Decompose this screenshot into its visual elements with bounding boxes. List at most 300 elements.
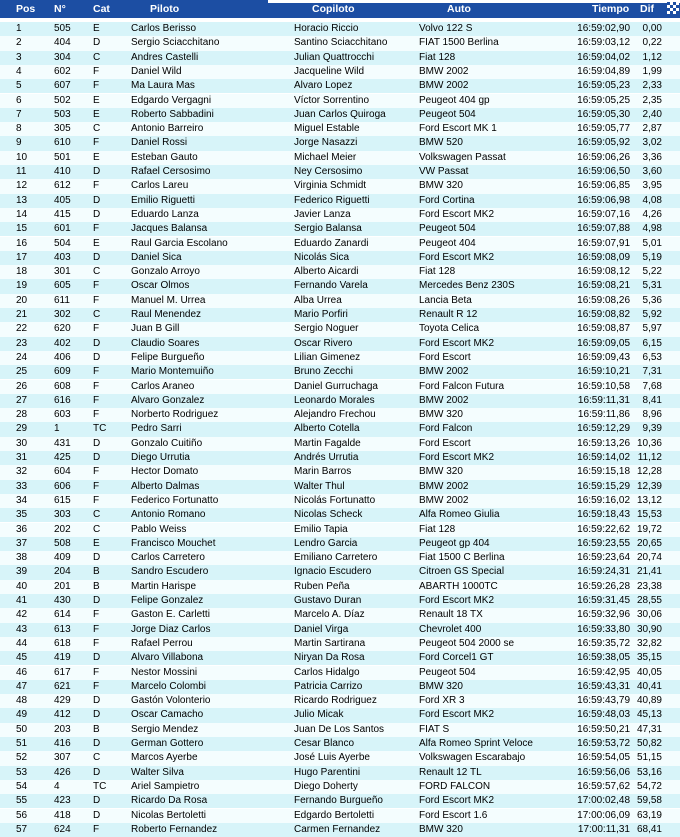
cell-category: E	[93, 23, 100, 34]
cell-category: F	[93, 223, 100, 235]
cell-category: D	[93, 37, 101, 49]
cell-piloto: Roberto Sabbadini	[131, 108, 214, 120]
table-row	[0, 565, 680, 579]
cell-number: 618	[54, 637, 71, 649]
cell-dif: 15,53	[636, 509, 662, 521]
table-row	[0, 465, 680, 479]
table-row	[0, 651, 680, 665]
cell-number: 307	[54, 752, 71, 764]
table-row	[0, 380, 680, 394]
cell-tiempo: 16:59:05,23	[577, 80, 630, 92]
cell-category: C	[93, 51, 101, 63]
table-row	[0, 422, 680, 436]
table-row	[0, 208, 680, 222]
cell-tiempo: 16:59:08,26	[577, 294, 630, 306]
cell-dif: 50,82	[636, 738, 662, 749]
cell-number: 204	[54, 566, 71, 578]
cell-tiempo: 16:59:08,82	[577, 309, 630, 320]
cell-piloto: Mario Montemuiño	[131, 366, 214, 378]
cell-piloto: Marcelo Colombi	[131, 680, 207, 692]
cell-piloto: Federico Fortunatto	[131, 494, 219, 506]
cell-copiloto: Edgardo Bertoletti	[294, 809, 375, 821]
table-row	[0, 394, 680, 408]
cell-dif: 30,90	[636, 623, 662, 635]
cell-number: 624	[54, 823, 71, 835]
cell-piloto: Nestor Mossini	[131, 666, 198, 678]
cell-tiempo: 16:59:38,05	[577, 652, 630, 664]
table-row	[0, 551, 680, 565]
cell-tiempo: 16:59:22,62	[577, 523, 630, 535]
cell-tiempo: 16:59:15,18	[577, 466, 630, 478]
cell-piloto: Carlos Berisso	[131, 23, 197, 34]
cell-pos: 36	[16, 523, 28, 535]
cell-tiempo: 16:59:24,31	[577, 566, 630, 578]
cell-number: 615	[54, 494, 71, 506]
cell-tiempo: 16:59:09,43	[577, 351, 630, 363]
cell-copiloto: Cesar Blanco	[294, 738, 355, 749]
cell-dif: 5,36	[642, 294, 662, 306]
cell-piloto: Carlos Araneo	[131, 380, 195, 392]
cell-category: E	[93, 537, 100, 549]
cell-category: F	[93, 80, 100, 92]
cell-auto: BMW 520	[419, 137, 463, 149]
cell-auto: Volkswagen Escarabajo	[419, 752, 526, 764]
cell-number: 501	[54, 151, 71, 163]
cell-pos: 6	[16, 94, 22, 106]
cell-number: 604	[54, 466, 71, 478]
cell-pos: 41	[16, 595, 28, 606]
cell-category: E	[93, 94, 100, 106]
checkered-flag-icon	[667, 2, 679, 14]
cell-tiempo: 16:59:07,88	[577, 223, 630, 235]
cell-dif: 3,60	[642, 166, 662, 177]
cell-auto: Peugeot gp 404	[419, 537, 490, 549]
cell-category: F	[93, 480, 100, 492]
cell-copiloto: Miguel Estable	[294, 123, 360, 135]
cell-number: 4	[54, 780, 60, 792]
cell-number: 423	[54, 795, 71, 807]
cell-category: TC	[93, 780, 107, 792]
cell-category: B	[93, 580, 100, 592]
cell-auto: Renault 18 TX	[419, 609, 483, 621]
cell-tiempo: 16:59:06,50	[577, 166, 630, 177]
cell-category: D	[93, 652, 101, 664]
cell-auto: Ford Escort MK2	[419, 709, 495, 721]
table-row	[0, 22, 680, 36]
cell-pos: 45	[16, 652, 28, 664]
cell-copiloto: Santino Sciacchitano	[294, 37, 388, 49]
cell-tiempo: 16:59:13,26	[577, 437, 630, 449]
cell-pos: 30	[16, 437, 28, 449]
cell-auto: FIAT S	[419, 723, 450, 735]
cell-tiempo: 16:59:05,30	[577, 108, 630, 120]
cell-pos: 51	[16, 738, 28, 749]
cell-dif: 1,99	[642, 65, 662, 77]
cell-tiempo: 16:59:23,55	[577, 537, 630, 549]
table-row	[0, 279, 680, 293]
table-row	[0, 708, 680, 722]
cell-number: 613	[54, 623, 71, 635]
cell-copiloto: Niryan Da Rosa	[294, 652, 365, 664]
cell-category: D	[93, 337, 101, 349]
cell-piloto: Jacques Balansa	[131, 223, 208, 235]
cell-dif: 3,95	[642, 180, 662, 192]
cell-auto: Ford Cortina	[419, 194, 475, 206]
cell-auto: Peugeot 404 gp	[419, 94, 490, 106]
cell-dif: 9,39	[642, 423, 662, 435]
cell-pos: 35	[16, 509, 28, 521]
cell-copiloto: Nicolás Fortunatto	[294, 494, 376, 506]
cell-auto: Citroen GS Special	[419, 566, 505, 578]
cell-pos: 40	[16, 580, 28, 592]
cell-number: 203	[54, 723, 71, 735]
table-row	[0, 723, 680, 737]
cell-copiloto: Lilian Gimenez	[294, 351, 361, 363]
cell-pos: 15	[16, 223, 28, 235]
cell-copiloto: Eduardo Zanardi	[294, 237, 369, 249]
cell-pos: 24	[16, 351, 28, 363]
cell-tiempo: 16:59:57,62	[577, 780, 630, 792]
cell-copiloto: Michael Meier	[294, 151, 357, 163]
cell-copiloto: Marin Barros	[294, 466, 352, 478]
cell-copiloto: Andrés Urrutia	[294, 452, 359, 463]
cell-auto: BMW 2002	[419, 494, 469, 506]
cell-auto: Peugeot 504	[419, 108, 476, 120]
cell-auto: Alfa Romeo Giulia	[419, 509, 500, 521]
cell-tiempo: 16:59:06,98	[577, 194, 630, 206]
cell-number: 430	[54, 595, 71, 606]
cell-pos: 23	[16, 337, 28, 349]
cell-piloto: Andres Castelli	[131, 51, 199, 63]
cell-copiloto: Javier Lanza	[294, 208, 351, 220]
cell-piloto: Juan B Gill	[131, 323, 180, 335]
cell-pos: 1	[16, 23, 22, 34]
cell-pos: 14	[16, 208, 28, 220]
cell-pos: 31	[16, 452, 28, 463]
cell-number: 621	[54, 680, 71, 692]
cell-dif: 12,28	[636, 466, 662, 478]
cell-dif: 21,41	[636, 566, 662, 578]
table-row	[0, 337, 680, 351]
cell-number: 608	[54, 380, 71, 392]
cell-category: C	[93, 123, 101, 135]
cell-dif: 1,12	[642, 51, 662, 63]
cell-pos: 39	[16, 566, 28, 578]
cell-dif: 11,12	[637, 452, 662, 463]
cell-category: F	[93, 666, 100, 678]
cell-piloto: Jorge Diaz Carlos	[131, 623, 211, 635]
cell-copiloto: Gustavo Duran	[294, 595, 362, 606]
cell-piloto: Edgardo Vergagni	[131, 94, 212, 106]
cell-auto: Chevrolet 400	[419, 623, 482, 635]
cell-piloto: Walter Silva	[131, 766, 184, 778]
cell-copiloto: Bruno Zecchi	[294, 366, 353, 378]
cell-copiloto: Alejandro Frechou	[294, 409, 376, 421]
cell-auto: BMW 2002	[419, 80, 469, 92]
cell-dif: 23,38	[636, 580, 662, 592]
cell-tiempo: 16:59:31,45	[577, 595, 630, 606]
cell-piloto: Emilio Riguetti	[131, 194, 195, 206]
cell-auto: ABARTH 1000TC	[419, 580, 498, 592]
cell-pos: 55	[16, 795, 28, 807]
cell-auto: Ford Escort	[419, 437, 471, 449]
table-row	[0, 308, 680, 322]
cell-number: 418	[54, 809, 71, 821]
cell-category: F	[93, 623, 100, 635]
table-row	[0, 265, 680, 279]
cell-piloto: Antonio Romano	[131, 509, 206, 521]
cell-number: 301	[54, 266, 71, 278]
cell-category: F	[93, 466, 100, 478]
cell-tiempo: 16:59:04,02	[577, 51, 630, 63]
cell-copiloto: Leonardo Morales	[294, 394, 375, 406]
cell-tiempo: 16:59:07,16	[577, 208, 630, 220]
cell-number: 403	[54, 251, 71, 263]
cell-auto: Volvo 122 S	[419, 23, 473, 34]
cell-number: 505	[54, 23, 71, 34]
cell-category: C	[93, 309, 101, 320]
cell-copiloto: Julian Quattrocchi	[294, 51, 375, 63]
table-row	[0, 480, 680, 494]
cell-tiempo: 16:59:08,12	[577, 266, 630, 278]
cell-piloto: Pedro Sarri	[131, 423, 182, 435]
cell-dif: 4,26	[642, 208, 662, 220]
cell-tiempo: 16:59:11,31	[577, 394, 630, 406]
header-auto: Auto	[447, 3, 471, 15]
cell-auto: Fiat 128	[419, 266, 456, 278]
cell-auto: Alfa Romeo Sprint Veloce	[419, 738, 533, 749]
cell-auto: BMW 2002	[419, 65, 469, 77]
cell-category: D	[93, 452, 101, 463]
cell-dif: 8,96	[642, 409, 662, 421]
table-row	[0, 809, 680, 823]
cell-pos: 52	[16, 752, 28, 764]
cell-pos: 13	[16, 194, 28, 206]
cell-number: 610	[54, 137, 71, 149]
cell-pos: 48	[16, 695, 28, 707]
cell-tiempo: 16:59:23,64	[577, 552, 630, 564]
cell-tiempo: 16:59:04,89	[577, 65, 630, 77]
cell-auto: Ford Escort MK2	[419, 452, 495, 463]
cell-auto: BMW 320	[419, 180, 463, 192]
cell-tiempo: 16:59:32,96	[577, 609, 630, 621]
cell-piloto: Antonio Barreiro	[131, 123, 204, 135]
cell-copiloto: Alvaro Lopez	[294, 80, 353, 92]
cell-category: D	[93, 595, 101, 606]
cell-copiloto: Fernando Varela	[294, 280, 368, 292]
cell-copiloto: Patricia Carrizo	[294, 680, 363, 692]
cell-category: C	[93, 509, 101, 521]
cell-dif: 4,08	[642, 194, 662, 206]
table-row	[0, 165, 680, 179]
cell-number: 303	[54, 509, 71, 521]
cell-auto: Ford Corcel1 GT	[419, 652, 494, 664]
cell-copiloto: Alberto Aicardi	[294, 266, 359, 278]
cell-tiempo: 16:59:16,02	[577, 494, 630, 506]
cell-piloto: Roberto Fernandez	[131, 823, 218, 835]
table-row	[0, 151, 680, 165]
cell-auto: FORD FALCON	[419, 780, 491, 792]
cell-pos: 25	[16, 366, 28, 378]
cell-dif: 45,13	[636, 709, 662, 721]
cell-copiloto: Ney Cersosimo	[294, 166, 363, 177]
cell-number: 409	[54, 552, 71, 564]
cell-tiempo: 16:59:11,86	[577, 409, 630, 421]
cell-pos: 26	[16, 380, 28, 392]
table-row	[0, 408, 680, 422]
cell-piloto: Pablo Weiss	[131, 523, 187, 535]
cell-pos: 44	[16, 637, 28, 649]
cell-category: B	[93, 566, 100, 578]
cell-tiempo: 16:59:15,29	[577, 480, 630, 492]
cell-dif: 7,68	[642, 380, 662, 392]
cell-number: 419	[54, 652, 71, 664]
cell-pos: 34	[16, 494, 28, 506]
cell-category: F	[93, 380, 100, 392]
cell-dif: 5,01	[642, 237, 662, 249]
cell-auto: Fiat 128	[419, 523, 456, 535]
cell-piloto: Gonzalo Cuitiño	[131, 437, 203, 449]
cell-dif: 20,74	[636, 552, 662, 564]
cell-pos: 22	[16, 323, 28, 335]
cell-dif: 7,31	[642, 366, 662, 378]
cell-piloto: Alvaro Gonzalez	[131, 394, 205, 406]
cell-piloto: Eduardo Lanza	[131, 208, 199, 220]
cell-piloto: Carlos Carretero	[131, 552, 205, 564]
cell-auto: Ford Escort MK2	[419, 251, 495, 263]
cell-category: D	[93, 166, 101, 177]
table-row	[0, 365, 680, 379]
table-row	[0, 594, 680, 608]
cell-number: 504	[54, 237, 71, 249]
cell-category: E	[93, 151, 100, 163]
cell-number: 404	[54, 37, 71, 49]
table-row	[0, 51, 680, 65]
cell-number: 609	[54, 366, 71, 378]
cell-dif: 5,31	[642, 280, 662, 292]
cell-category: F	[93, 137, 100, 149]
cell-auto: BMW 320	[419, 680, 463, 692]
cell-copiloto: Emilio Tapia	[294, 523, 348, 535]
cell-number: 405	[54, 194, 71, 206]
cell-tiempo: 16:59:53,72	[577, 738, 630, 749]
cell-dif: 0,22	[642, 37, 662, 49]
cell-auto: Ford Escort MK 1	[419, 123, 497, 135]
cell-copiloto: Daniel Virga	[294, 623, 349, 635]
cell-number: 429	[54, 695, 71, 707]
cell-piloto: Rafael Perrou	[131, 637, 193, 649]
cell-category: F	[93, 609, 100, 621]
cell-number: 202	[54, 523, 71, 535]
cell-copiloto: Virginia Schmidt	[294, 180, 367, 192]
cell-pos: 7	[16, 108, 22, 120]
cell-tiempo: 16:59:08,87	[577, 323, 630, 335]
table-row	[0, 194, 680, 208]
cell-tiempo: 16:59:42,95	[577, 666, 630, 678]
cell-auto: Ford Falcon Futura	[419, 380, 505, 392]
cell-tiempo: 16:59:06,26	[577, 151, 630, 163]
cell-category: F	[93, 65, 100, 77]
cell-number: 425	[54, 452, 71, 463]
cell-copiloto: Alberto Cotella	[294, 423, 360, 435]
cell-copiloto: Federico Riguetti	[294, 194, 370, 206]
cell-piloto: Sergio Mendez	[131, 723, 199, 735]
cell-number: 620	[54, 323, 71, 335]
cell-dif: 5,19	[642, 251, 662, 263]
cell-number: 406	[54, 351, 71, 363]
cell-piloto: Sergio Sciacchitano	[131, 37, 220, 49]
cell-auto: BMW 2002	[419, 480, 469, 492]
cell-piloto: Manuel M. Urrea	[131, 294, 206, 306]
cell-auto: Lancia Beta	[419, 294, 472, 306]
cell-copiloto: Horacio Riccio	[294, 23, 359, 34]
table-row	[0, 737, 680, 751]
cell-tiempo: 16:59:54,05	[577, 752, 630, 764]
cell-category: F	[93, 294, 100, 306]
cell-piloto: Rafael Cersosimo	[131, 166, 211, 177]
cell-pos: 32	[16, 466, 28, 478]
cell-auto: BMW 320	[419, 409, 463, 421]
cell-category: F	[93, 180, 100, 192]
cell-auto: BMW 320	[419, 466, 463, 478]
table-row	[0, 351, 680, 365]
cell-dif: 19,72	[636, 523, 662, 535]
cell-number: 302	[54, 309, 71, 320]
cell-dif: 12,39	[636, 480, 662, 492]
cell-copiloto: Ruben Peña	[294, 580, 350, 592]
cell-piloto: Oscar Camacho	[131, 709, 204, 721]
cell-dif: 0,00	[642, 23, 662, 34]
cell-tiempo: 16:59:09,05	[577, 337, 630, 349]
cell-pos: 2	[16, 37, 22, 49]
cell-number: 201	[54, 580, 71, 592]
cell-dif: 2,33	[642, 80, 662, 92]
cell-dif: 4,98	[642, 223, 662, 235]
cell-dif: 32,82	[636, 637, 662, 649]
table-row	[0, 823, 680, 837]
cell-tiempo: 16:59:50,21	[577, 723, 630, 735]
cell-auto: Ford Escort 1.6	[419, 809, 488, 821]
cell-pos: 9	[16, 137, 22, 149]
cell-piloto: Alvaro Villabona	[131, 652, 204, 664]
cell-number: 305	[54, 123, 71, 135]
cell-auto: Ford Escort MK2	[419, 337, 495, 349]
cell-copiloto: Víctor Sorrentino	[294, 94, 370, 106]
cell-dif: 5,97	[642, 323, 662, 335]
table-row	[0, 766, 680, 780]
cell-tiempo: 16:59:14,02	[577, 452, 630, 463]
header-pos: Pos	[16, 3, 36, 15]
table-row	[0, 94, 680, 108]
table-row	[0, 437, 680, 451]
table-row	[0, 237, 680, 251]
cell-piloto: Diego Urrutia	[131, 452, 190, 463]
cell-dif: 68,41	[636, 823, 662, 835]
cell-copiloto: Sergio Noguer	[294, 323, 359, 335]
cell-number: 617	[54, 666, 71, 678]
cell-category: F	[93, 637, 100, 649]
cell-auto: Toyota Celica	[419, 323, 480, 335]
cell-number: 601	[54, 223, 71, 235]
cell-piloto: Martin Harispe	[131, 580, 197, 592]
table-row	[0, 537, 680, 551]
cell-category: F	[93, 366, 100, 378]
cell-category: D	[93, 766, 101, 778]
cell-piloto: Francisco Mouchet	[131, 537, 216, 549]
cell-auto: Peugeot 504	[419, 666, 476, 678]
cell-auto: FIAT 1500 Berlina	[419, 37, 499, 49]
cell-pos: 33	[16, 480, 28, 492]
